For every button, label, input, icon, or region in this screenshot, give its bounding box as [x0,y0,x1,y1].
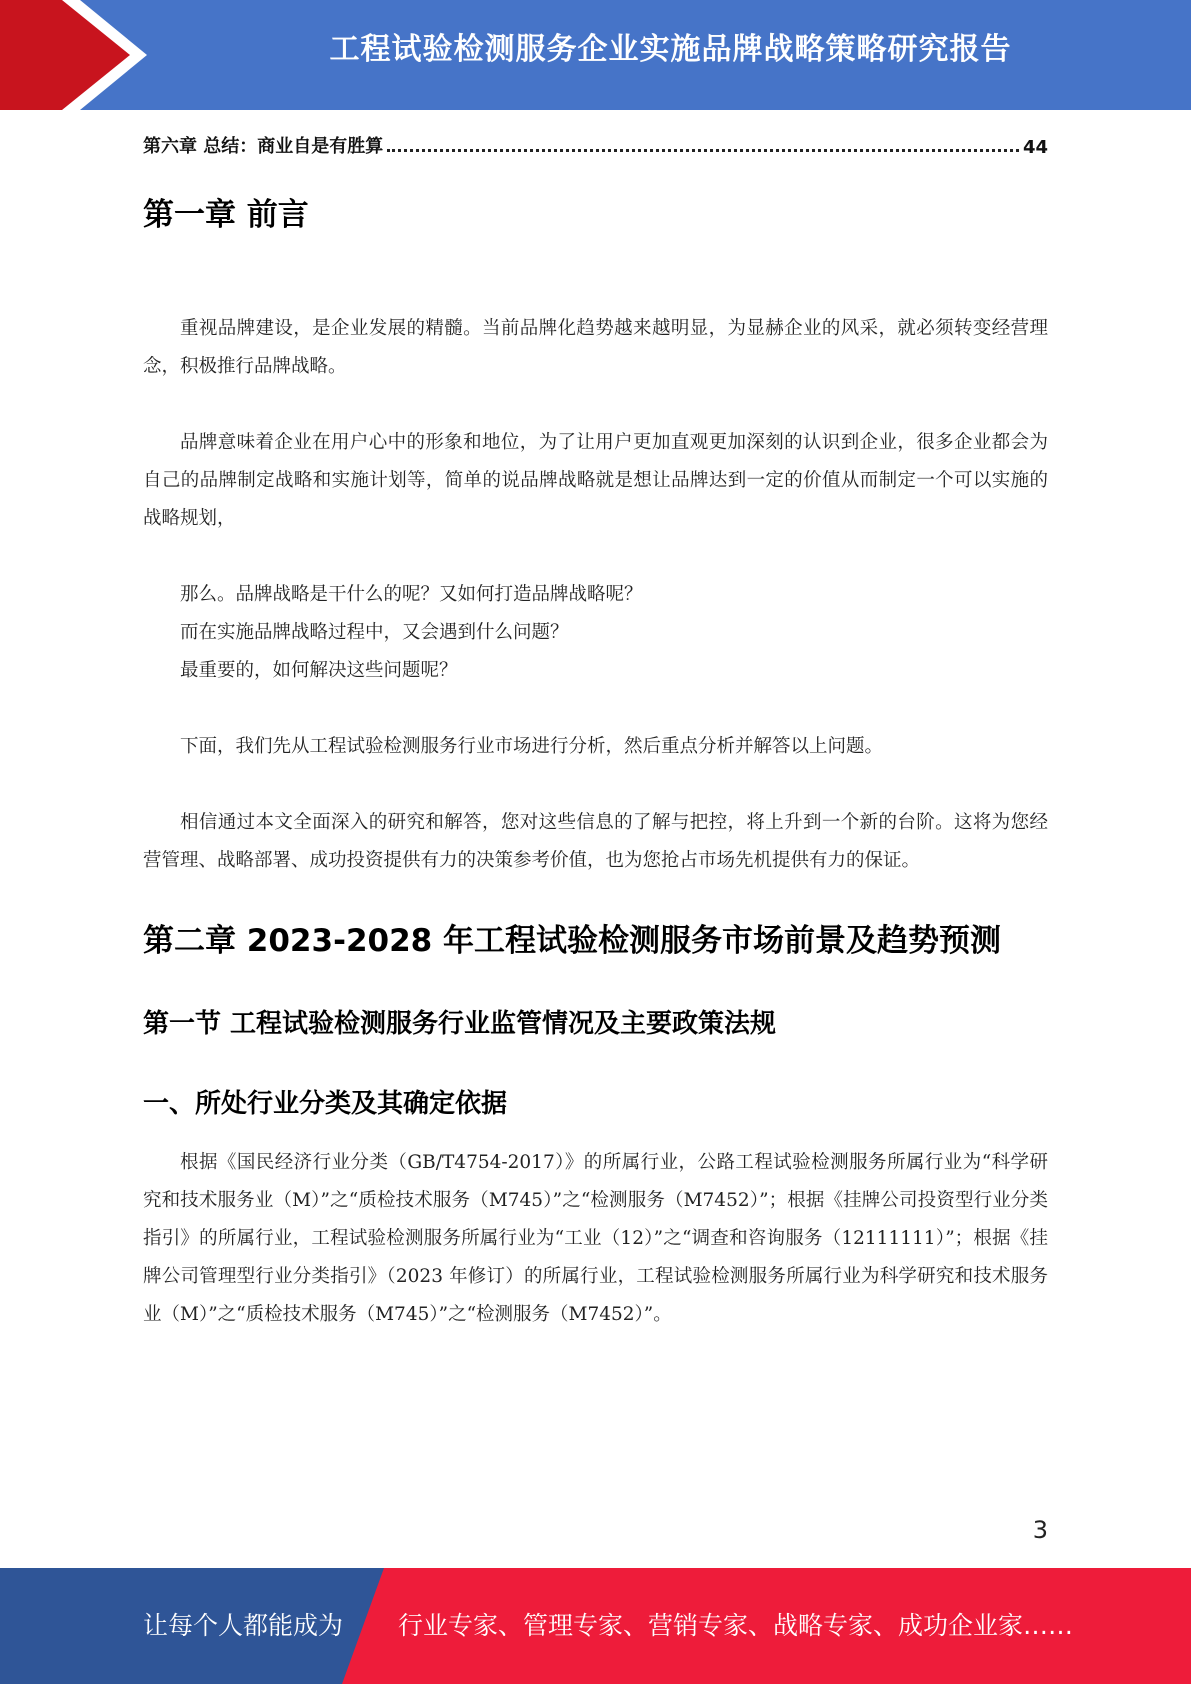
paragraph: 相信通过本文全面深入的研究和解答，您对这些信息的了解与把控，将上升到一个新的台阶。这将为您经营管理、战略部署、成功投资提供有力的决策参考价值，也为您抢占市场先机提供有力的保证。 [143,812,1048,871]
subsection-1-title: 一、所处行业分类及其确定依据 [143,1089,508,1119]
question-line: 那么。品牌战略是干什么的呢？又如何打造品牌战略呢？ [180,584,643,605]
chapter-1-title: 第一章 前言 [143,197,309,233]
question-line: 而在实施品牌战略过程中，又会遇到什么问题？ [180,622,569,643]
footer-slogan-right: 行业专家、管理专家、营销专家、战略专家、成功企业家…… [398,1611,1074,1640]
toc-dot-leader [387,149,1019,152]
paragraph: 下面，我们先从工程试验检测服务行业市场进行分析，然后重点分析并解答以上问题。 [180,736,884,757]
document-title: 工程试验检测服务企业实施品牌战略策略研究报告 [329,32,1012,67]
paragraph: 重视品牌建设，是企业发展的精髓。当前品牌化趋势越来越明显，为显赫企业的风采，就必须转变经营理念，积极推行品牌战略。 [143,318,1048,377]
toc-entry-page: 44 [1022,137,1048,158]
paragraph: 根据《国民经济行业分类（GB/T4754-2017）》的所属行业，公路工程试验检测服务所属行业为“科学研究和技术服务业（M）”之“质检技术服务（M745）”之“检测服务（M7452）”；根据《挂牌公司投资型行业分类指引》的所属行业，工程试验检测服务所属行业为“工业（12）”之“调查和咨询服务（12111111）”；根据《挂牌公司管理型行业分类指引》（2023 年修订）的所属行业，工程试验检测服务所属行业为科学研究和技术服务业（M）”之“质检技术服务（M745）”之“检测服务（M7452）”。 [143,1152,1048,1325]
paragraph: 品牌意味着企业在用户心中的形象和地位，为了让用户更加直观更加深刻的认识到企业，很多企业都会为自己的品牌制定战略和实施计划等，简单的说品牌战略就是想让品牌达到一定的价值从而制定一个可以实施的战略规划， [143,432,1048,529]
header-chevron-shape [0,0,160,110]
chapter-2-title: 第二章 2023-2028 年工程试验检测服务市场前景及趋势预测 [143,923,1002,959]
toc-entry-text: 第六章 总结：商业自是有胜算 [143,136,384,157]
footer-banner [0,1568,1191,1684]
header-banner [0,0,1191,110]
footer-slogan-left: 让每个人都能成为 [143,1611,344,1640]
section-1-title: 第一节 工程试验检测服务行业监管情况及主要政策法规 [143,1009,777,1039]
question-line: 最重要的，如何解决这些问题呢？ [180,660,458,681]
toc-entry [143,128,1048,158]
main-content [143,190,1048,1334]
page-number: 3 [1032,1516,1048,1544]
